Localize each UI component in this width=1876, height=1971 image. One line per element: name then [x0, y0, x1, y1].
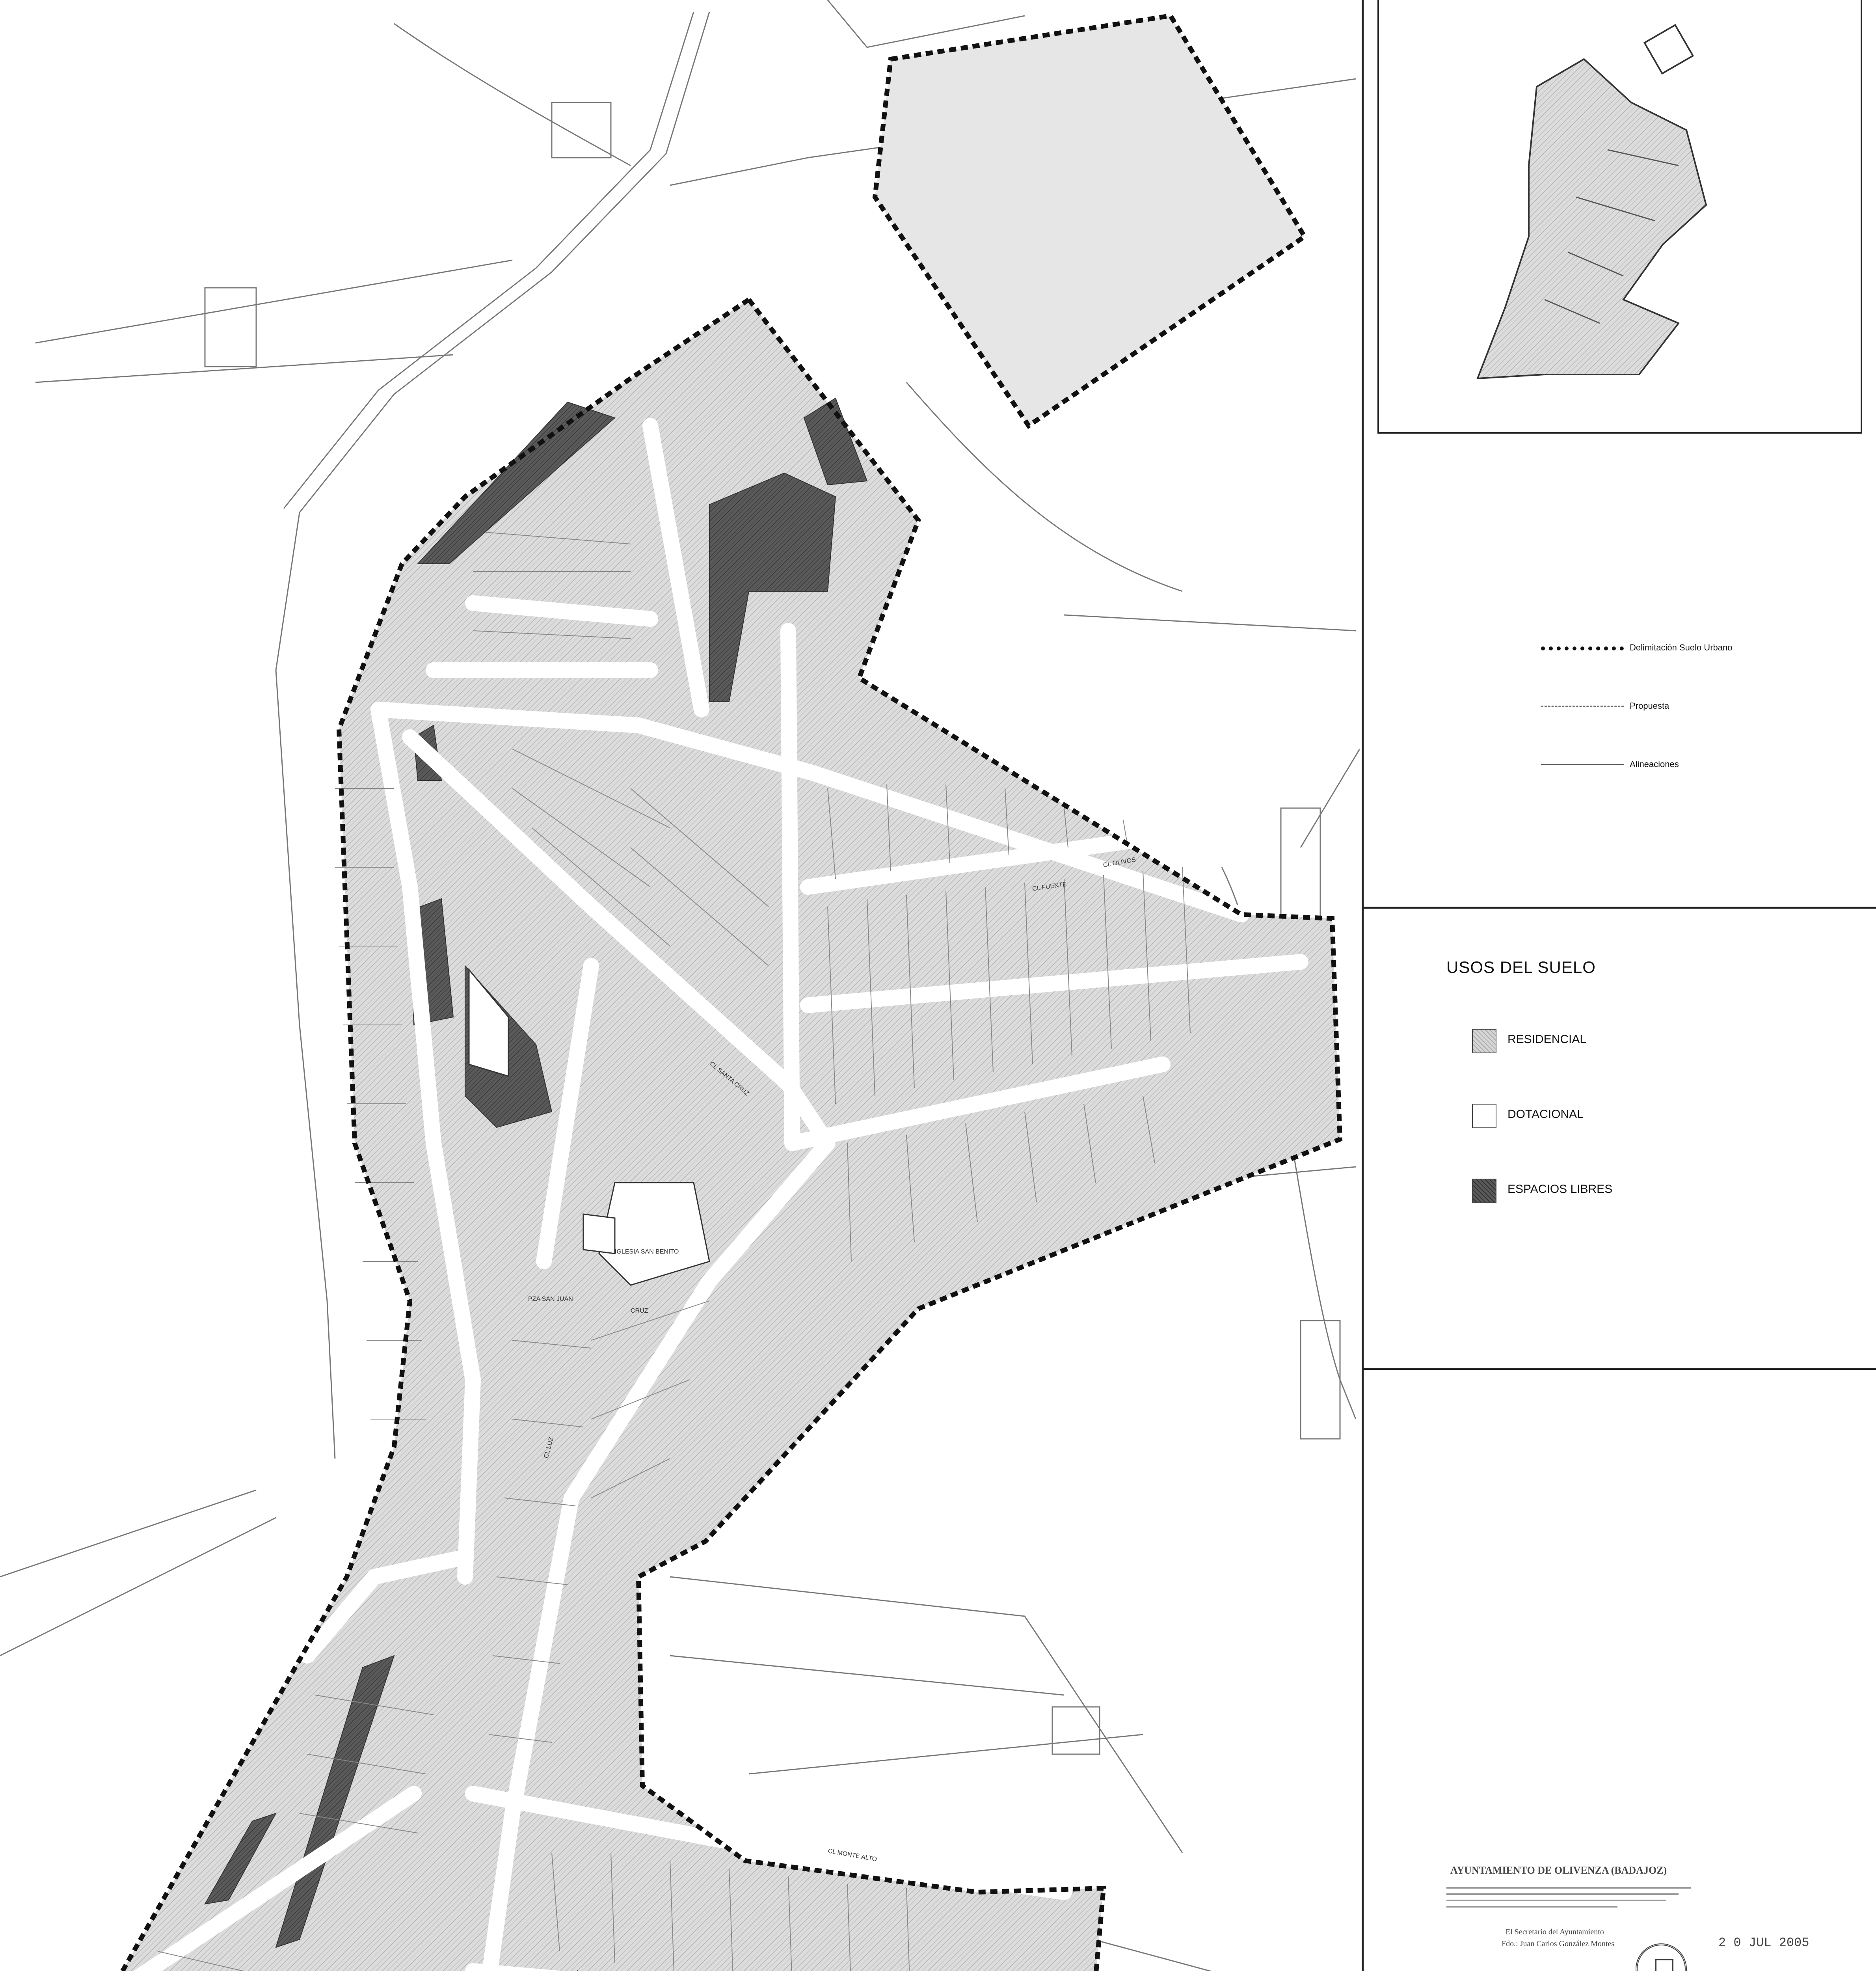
proposal-line-sample	[1541, 706, 1624, 707]
map-label-santa-cruz: CL SANTA CRUZ	[708, 1060, 750, 1097]
approval-stamp	[1442, 1865, 1817, 1971]
seal-shield-icon	[1655, 1959, 1673, 1971]
map-label-olivos: CL OLIVOS	[1102, 856, 1137, 869]
swatch-residencial	[1472, 1029, 1496, 1053]
label-dotacional: DOTACIONAL	[1508, 1108, 1584, 1121]
urban-area	[71, 16, 1340, 1971]
legend-divider-1	[1364, 907, 1876, 909]
usos-del-suelo-title: USOS DEL SUELO	[1446, 958, 1596, 976]
overview-map-drawing	[1379, 0, 1861, 432]
boundary-legend-label: Delimitación Suelo Urbano	[1630, 643, 1733, 652]
map-label-cruz: CRUZ	[631, 1308, 648, 1314]
stamp-text-lines	[1446, 1882, 1691, 1912]
swatch-espacios-libres	[1472, 1179, 1496, 1203]
stamp-header: AYUNTAMIENTO DE OLIVENZA (BADAJOZ)	[1450, 1865, 1667, 1876]
alignment-line-sample	[1541, 764, 1624, 765]
stamp-signature: El Secretario del Ayuntamiento	[1506, 1928, 1604, 1936]
stamp-date: 2 0 JUL 2005	[1718, 1936, 1809, 1950]
legend-divider-2	[1364, 1368, 1876, 1370]
map-label-monte-alto: CL MONTE ALTO	[827, 1848, 878, 1863]
label-residencial: RESIDENCIAL	[1508, 1033, 1587, 1046]
map-label-plaza: PZA SAN JUAN	[528, 1296, 573, 1302]
side-panel	[1362, 0, 1876, 1971]
boundary-line-sample	[1541, 646, 1624, 650]
overview-map	[1377, 0, 1862, 434]
map-label-iglesia: IGLESIA SAN BENITO	[615, 1248, 679, 1255]
stamp-seal	[1636, 1943, 1687, 1971]
swatch-dotacional	[1472, 1104, 1496, 1128]
label-espacios-libres: ESPACIOS LIBRES	[1508, 1183, 1613, 1196]
alignment-legend-label: Alineaciones	[1630, 759, 1679, 769]
proposal-legend-label: Propuesta	[1630, 701, 1669, 711]
map-label-luz: CL LUZ	[543, 1436, 555, 1459]
map-label-fuente: CL FUENTE	[1032, 881, 1068, 892]
stamp-name: Fdo.: Juan Carlos González Montes	[1502, 1939, 1615, 1948]
